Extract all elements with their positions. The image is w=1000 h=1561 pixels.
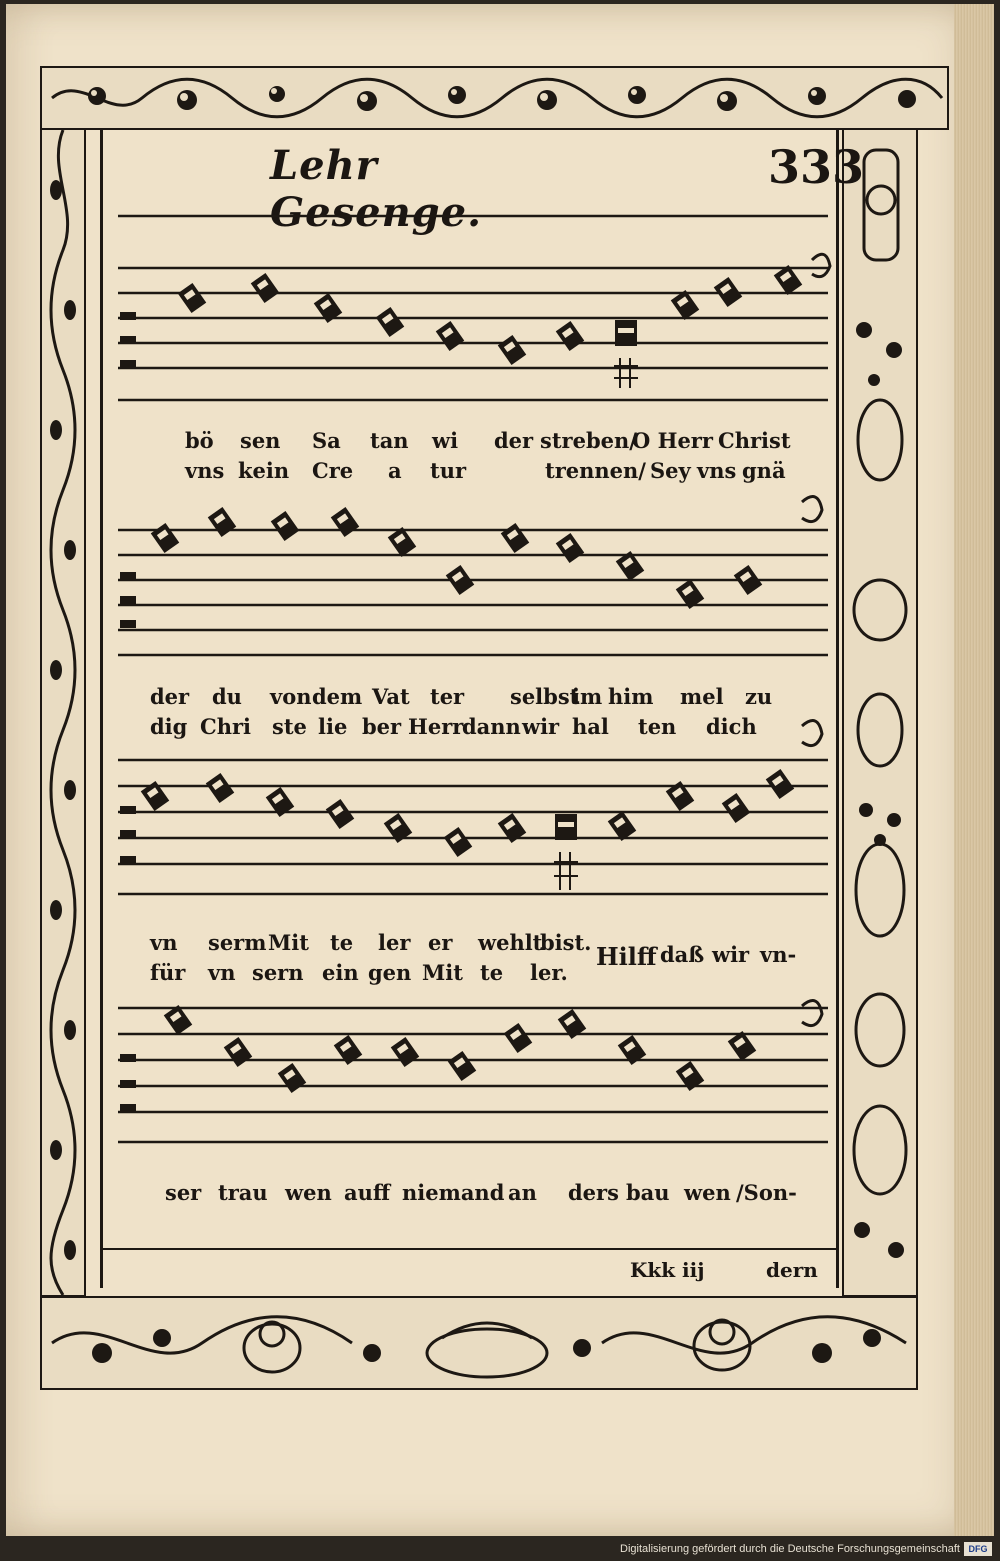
lyric-syllable: gnä bbox=[742, 458, 786, 483]
catchword: dern bbox=[766, 1258, 818, 1282]
lyric-syllable: tan bbox=[370, 428, 409, 453]
lyric-syllable: wen bbox=[285, 1180, 332, 1205]
lyric-syllable: Vat bbox=[372, 684, 410, 709]
lyric-syllable: kein bbox=[238, 458, 290, 483]
lyric-syllable: ser bbox=[165, 1180, 202, 1205]
page-block-edge bbox=[954, 4, 994, 1536]
digitization-footer bbox=[0, 1538, 1000, 1561]
lyric-syllable: wir bbox=[712, 942, 750, 967]
lyric-syllable: mel bbox=[680, 684, 724, 709]
lyric-syllable: sen bbox=[240, 428, 281, 453]
lyric-syllable: lie bbox=[318, 714, 348, 739]
cherubs-vase-ornament-icon bbox=[42, 1298, 916, 1388]
lyric-syllable: von bbox=[270, 684, 312, 709]
lyric-syllable: vn bbox=[150, 930, 178, 955]
top-ornamental-border bbox=[40, 66, 949, 130]
lyric-syllable: tur bbox=[430, 458, 467, 483]
lyric-syllable: serm bbox=[208, 930, 267, 955]
lyric-syllable: der bbox=[150, 684, 190, 709]
lyric-syllable: te bbox=[480, 960, 504, 985]
page-number: 333 bbox=[768, 140, 865, 194]
lyric-syllable: daß bbox=[660, 942, 705, 967]
lyric-syllable: er bbox=[428, 930, 453, 955]
lyric-syllable: Mit bbox=[268, 930, 309, 955]
lyric-syllable: /Son- bbox=[736, 1180, 797, 1205]
lyric-syllable: O Herr bbox=[632, 428, 713, 453]
lyric-syllable: Herr bbox=[408, 714, 464, 739]
cherub-fruit-ornament-icon bbox=[844, 130, 916, 1295]
lyric-syllable: sern bbox=[252, 960, 304, 985]
lyric-syllable: ler bbox=[378, 930, 411, 955]
foliage-ornament-icon bbox=[42, 68, 947, 128]
lyric-syllable: im bbox=[572, 684, 603, 709]
signature-mark: Kkk iij bbox=[630, 1258, 705, 1282]
lyric-syllable: Sey bbox=[650, 458, 691, 483]
lyric-syllable: hal bbox=[572, 714, 609, 739]
lyric-syllable: wir bbox=[522, 714, 560, 739]
lyric-syllable: Cre bbox=[312, 458, 354, 483]
lyric-syllable: Mit bbox=[422, 960, 463, 985]
lyric-syllable: bist. bbox=[540, 930, 592, 955]
lyric-syllable: wehlt bbox=[478, 930, 543, 955]
lyric-syllable: bau bbox=[626, 1180, 670, 1205]
lyric-syllable: zu bbox=[745, 684, 773, 709]
lyric-syllable: him bbox=[608, 684, 654, 709]
lyric-syllable: bö bbox=[185, 428, 214, 453]
lyric-syllable: vn bbox=[208, 960, 236, 985]
lyric-syllable: ten bbox=[638, 714, 677, 739]
lyric-syllable: Christ bbox=[718, 428, 791, 453]
lyric-syllable: wi bbox=[432, 428, 459, 453]
left-ornamental-border bbox=[40, 128, 86, 1297]
lyric-syllable: vns bbox=[185, 458, 225, 483]
lyric-syllable: an bbox=[508, 1180, 537, 1205]
lyric-syllable: der bbox=[494, 428, 534, 453]
lyric-syllable: streben/ bbox=[540, 428, 637, 453]
right-ornamental-border bbox=[842, 128, 918, 1297]
lyric-syllable: dig bbox=[150, 714, 188, 739]
lyric-syllable: auff bbox=[344, 1180, 391, 1205]
vine-ornament-icon bbox=[42, 130, 84, 1295]
lyric-syllable: ter bbox=[430, 684, 465, 709]
lyric-syllable: vn- bbox=[760, 942, 797, 967]
lyric-syllable: ber bbox=[362, 714, 402, 739]
lyric-syllable: trau bbox=[218, 1180, 268, 1205]
lyric-syllable: te bbox=[330, 930, 354, 955]
lyric-syllable: dich bbox=[706, 714, 757, 739]
page-title: Lehr Gesenge. bbox=[270, 142, 483, 236]
lyric-syllable: trennen/ bbox=[545, 458, 646, 483]
lyric-syllable: du bbox=[212, 684, 242, 709]
bottom-ornamental-border bbox=[40, 1296, 918, 1390]
lyric-syllable: Chri bbox=[200, 714, 252, 739]
lyric-syllable: dem bbox=[312, 684, 363, 709]
lyric-syllable: Sa bbox=[312, 428, 341, 453]
lyric-syllable: ste bbox=[272, 714, 307, 739]
dfg-logo-icon: DFG bbox=[964, 1542, 992, 1556]
lyric-syllable: ders bbox=[568, 1180, 619, 1205]
digitization-note: Digitalisierung gefördert durch die Deutsche Forschungsgemeinschaft bbox=[620, 1543, 960, 1555]
lyric-syllable: niemand bbox=[402, 1180, 505, 1205]
lyric-syllable: ein bbox=[322, 960, 359, 985]
lyric-syllable: gen bbox=[368, 960, 412, 985]
music-notation bbox=[100, 200, 845, 1300]
lyric-syllable: Hilff bbox=[596, 942, 657, 971]
lyric-syllable: dann bbox=[462, 714, 521, 739]
lyric-syllable: selbst bbox=[510, 684, 580, 709]
lyric-syllable: wen bbox=[684, 1180, 731, 1205]
lyric-syllable: vns bbox=[697, 458, 737, 483]
lyric-syllable: für bbox=[150, 960, 186, 985]
lyric-syllable: a bbox=[388, 458, 402, 483]
lyric-syllable: ler. bbox=[530, 960, 568, 985]
